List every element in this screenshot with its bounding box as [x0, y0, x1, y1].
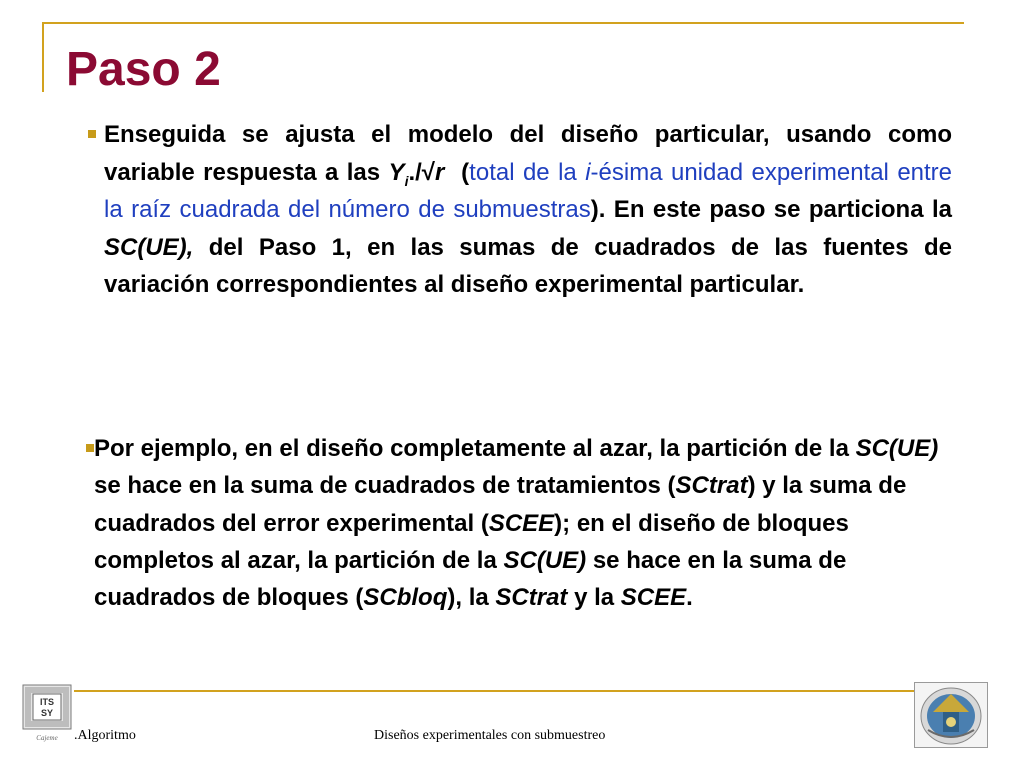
- term-sctrat: SCtrat: [675, 472, 748, 500]
- term-scbloq: SCbloq: [363, 584, 448, 612]
- term-sctrat: SCtrat: [495, 584, 568, 612]
- open-paren: (: [444, 158, 470, 186]
- term-sc-ue: SC(UE): [503, 546, 587, 574]
- top-rule: [42, 22, 964, 24]
- bullet-square-icon: [86, 444, 94, 452]
- svg-text:SY: SY: [40, 708, 54, 718]
- math-r: r: [434, 158, 445, 186]
- text-segment: ). En este paso se particiona la: [590, 196, 952, 223]
- bullet-square-icon: [88, 130, 96, 138]
- text-segment: ) y la suma de cuadrados del error experimental (: [94, 472, 907, 537]
- text-segment: del Paso 1, en las sumas de cuadrados de las fuentes de variación correspondientes al diseño experimental particular.: [104, 233, 952, 298]
- itsy-logo-icon: [22, 684, 72, 744]
- svg-text:ITS: ITS: [39, 697, 55, 707]
- math-y: Y: [388, 158, 405, 186]
- math-divide: /√: [415, 158, 435, 186]
- footer-rule: [74, 690, 916, 692]
- bullet-example: [94, 430, 960, 616]
- text-segment: se hace en la suma de cuadrados de tratamientos (: [94, 472, 676, 500]
- sc-ue-term: SC(UE),: [104, 233, 194, 261]
- slide-title: Paso 2: [66, 43, 221, 96]
- note-rest: -ésima unidad experimental entre la raíz cuadrada del número de submuestras: [104, 158, 953, 223]
- bullet-text: [94, 430, 960, 616]
- text-segment: Por ejemplo, en el diseño completamente al azar, la partición de la: [94, 435, 856, 462]
- left-rule: [42, 22, 44, 92]
- term-scee: SCEE: [488, 509, 555, 537]
- text-segment: .: [686, 584, 693, 612]
- crest-logo-icon: [914, 682, 988, 748]
- bullet-text: [94, 116, 952, 304]
- svg-text:Cajeme: Cajeme: [36, 734, 58, 742]
- text-segment: Enseguida se ajusta el modelo del diseño particular, usando como variable respuesta a las: [104, 121, 952, 186]
- note-i: i: [585, 158, 591, 186]
- text-segment: y la: [567, 584, 621, 612]
- text-segment: se hace en la suma de cuadrados de bloques (: [94, 546, 847, 612]
- math-subscript: i: [404, 172, 409, 189]
- note-text: total de la: [469, 158, 586, 186]
- bullet-paso2-description: [94, 116, 952, 304]
- term-scee: SCEE: [620, 584, 687, 612]
- footer-section-label: .Algoritmo: [74, 728, 136, 743]
- text-segment: ), la: [447, 584, 496, 612]
- math-dot: .: [408, 158, 416, 186]
- footer-course-title: Diseños experimentales con submuestreo: [374, 728, 606, 743]
- text-segment: ); en el diseño de bloques completos al azar, la partición de la: [94, 509, 849, 574]
- term-sc-ue: SC(UE): [855, 435, 939, 462]
